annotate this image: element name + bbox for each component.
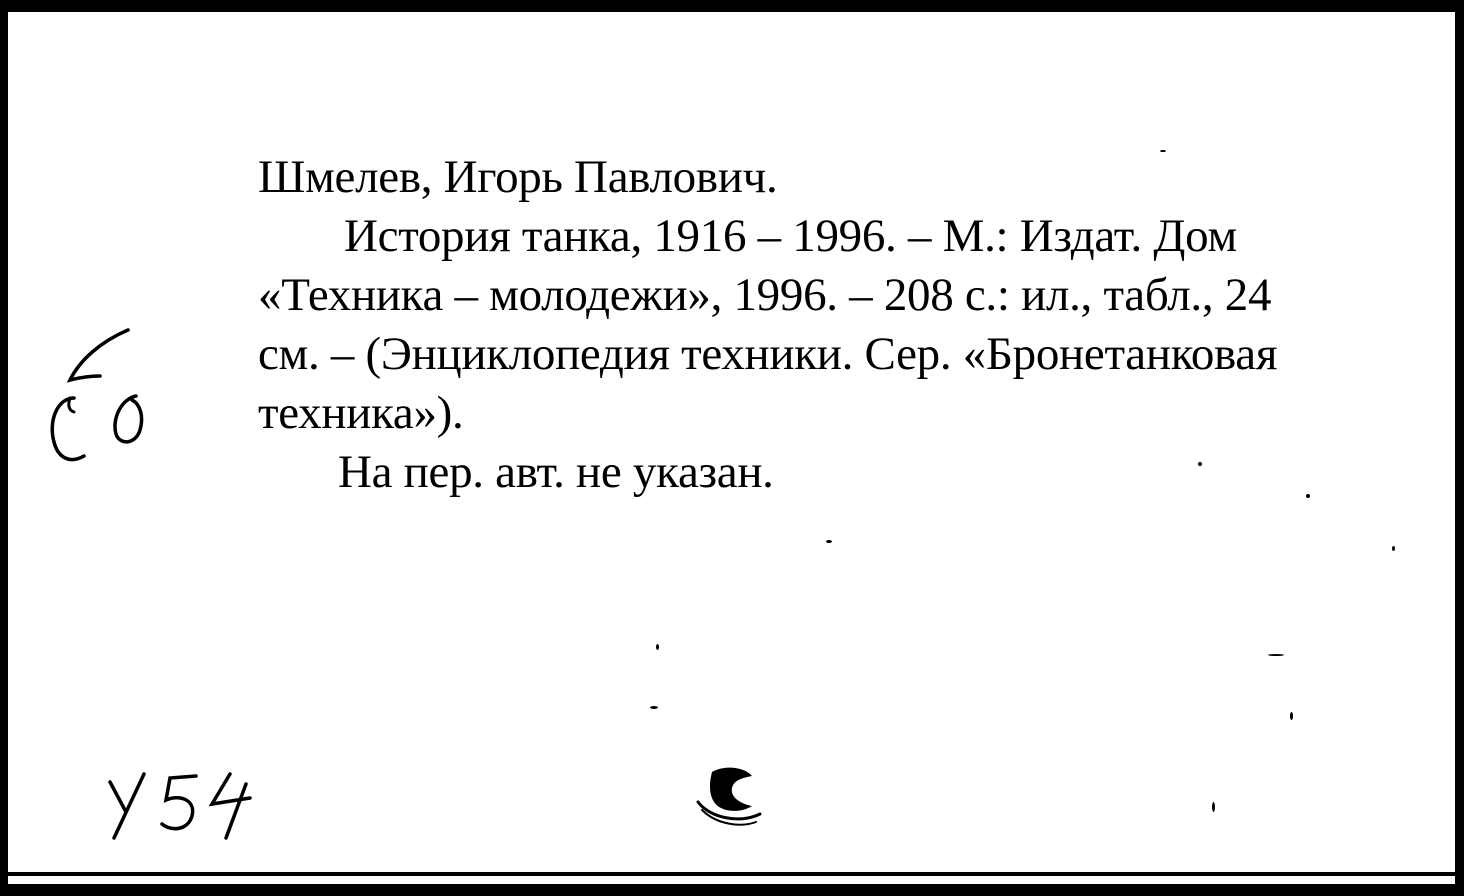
scan-speck bbox=[1392, 546, 1395, 551]
scan-speck bbox=[650, 706, 658, 709]
description-line-4: техника»). bbox=[258, 387, 464, 439]
scan-speck bbox=[656, 644, 659, 650]
card-border-top bbox=[0, 0, 1464, 12]
description-line-1: История танка, 1916 – 1996. – М.: Издат. Дом bbox=[344, 210, 1237, 262]
scan-speck bbox=[826, 540, 832, 543]
ink-blot bbox=[690, 762, 770, 834]
card-border-left bbox=[0, 0, 8, 896]
scan-speck bbox=[1268, 654, 1284, 656]
scan-speck bbox=[1160, 150, 1166, 152]
note-line: На пер. авт. не указан. bbox=[338, 446, 774, 498]
scan-speck bbox=[1306, 494, 1310, 498]
scan-speck bbox=[1290, 712, 1293, 720]
card-border-bottom-line bbox=[0, 872, 1464, 876]
card-border-bottom bbox=[0, 884, 1464, 896]
author-heading: Шмелев, Игорь Павлович. bbox=[258, 151, 778, 203]
handwritten-shelfmark bbox=[100, 760, 270, 850]
scan-speck bbox=[1212, 802, 1215, 812]
scan-speck bbox=[1198, 462, 1202, 466]
handwritten-classification-mark bbox=[40, 320, 160, 470]
card-border-right bbox=[1455, 0, 1464, 896]
bibliographic-record bbox=[258, 148, 1378, 502]
description-line-3: см. – (Энциклопедия техники. Сер. «Бронетанковая bbox=[258, 328, 1278, 380]
description-line-2: «Техника – молодежи», 1996. – 208 с.: ил., табл., 24 bbox=[258, 269, 1272, 321]
